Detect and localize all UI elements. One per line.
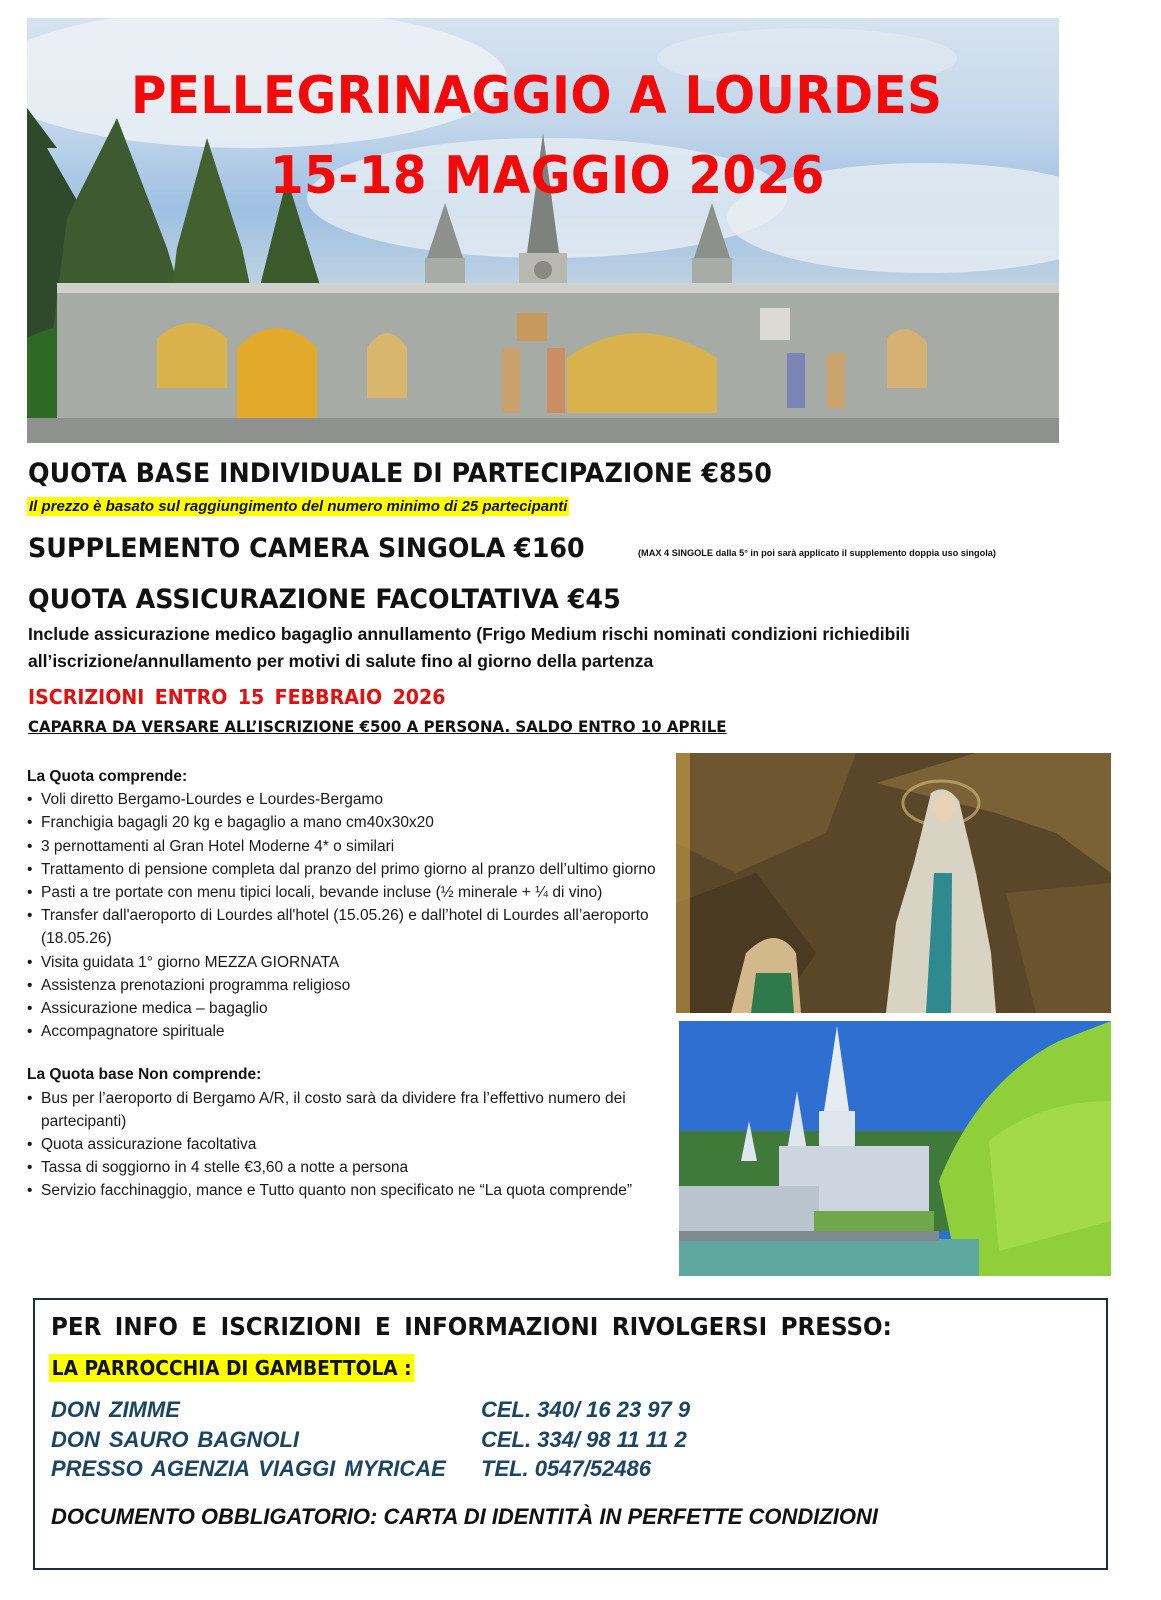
excludes-heading: La Quota base Non comprende: bbox=[27, 1066, 262, 1084]
document-requirement: DOCUMENTO OBBLIGATORIO: CARTA DI IDENTITÀ IN PERFETTE CONDIZIONI bbox=[51, 1504, 879, 1529]
spacer bbox=[27, 1043, 657, 1063]
list-item: • 3 pernottamenti al Gran Hotel Moderne 4* o similari bbox=[27, 835, 657, 858]
grotto-photo bbox=[676, 753, 1111, 1013]
parish-name: LA PARROCCHIA DI GAMBETTOLA : bbox=[49, 1354, 414, 1382]
contact-phone[interactable]: TEL. 0547/52486 bbox=[481, 1456, 652, 1481]
insurance-details: Include assicurazione medico bagaglio annullamento (Frigo Medium rischi nominati condizioni richiedibili all’iscrizione/annullamento per motivi di salute fino al giorno della partenza bbox=[28, 624, 910, 671]
contact-title: PER INFO E ISCRIZIONI E INFORMAZIONI RIVOLGERSI PRESSO: bbox=[51, 1312, 892, 1341]
list-item: • Franchigia bagagli 20 kg e bagaglio a mano cm40x30x20 bbox=[27, 811, 657, 834]
list-item: • Transfer dall'aeroporto di Lourdes all'hotel (15.05.26) e dall’hotel di Lourdes all’aeroporto (18.05.26) bbox=[27, 904, 657, 950]
grotto-image bbox=[676, 753, 1111, 1013]
base-price-note: Il prezzo è basato sul raggiungimento del numero minimo di 25 partecipanti bbox=[29, 498, 568, 515]
contact-name: PRESSO AGENZIA VIAGGI MYRICAE bbox=[51, 1456, 446, 1481]
list-item: • Visita guidata 1° giorno MEZZA GIORNATA bbox=[27, 951, 657, 974]
package-details bbox=[27, 765, 657, 1203]
excludes-list bbox=[27, 1087, 657, 1203]
list-item: • Servizio facchinaggio, mance e Tutto quanto non specificato ne “La quota comprende” bbox=[27, 1179, 657, 1202]
hero-image bbox=[27, 18, 1059, 443]
list-item: • Accompagnatore spirituale bbox=[27, 1020, 657, 1043]
single-room-supplement: SUPPLEMENTO CAMERA SINGOLA €160 bbox=[28, 533, 585, 564]
list-item: • Voli diretto Bergamo-Lourdes e Lourdes-Bergamo bbox=[27, 788, 657, 811]
contact-name: DON SAURO BAGNOLI bbox=[51, 1427, 299, 1452]
contact-name: DON ZIMME bbox=[51, 1397, 180, 1422]
insurance-price: QUOTA ASSICURAZIONE FACOLTATIVA €45 bbox=[28, 584, 621, 615]
list-item: • Assicurazione medica – bagaglio bbox=[27, 997, 657, 1020]
list-item: • Quota assicurazione facoltativa bbox=[27, 1133, 657, 1156]
title-line-2: 15-18 MAGGIO 2026 bbox=[270, 146, 825, 206]
includes-heading: La Quota comprende: bbox=[27, 768, 188, 785]
single-room-note: (MAX 4 SINGOLE dalla 5° in poi sarà applicato il supplemento doppia uso singola) bbox=[638, 548, 996, 558]
hero-title bbox=[27, 18, 1059, 443]
contact-row bbox=[51, 1456, 651, 1482]
base-price: QUOTA BASE INDIVIDUALE DI PARTECIPAZIONE €850 bbox=[28, 458, 772, 489]
includes-list bbox=[27, 788, 657, 1043]
basilica-river-photo bbox=[679, 1021, 1111, 1276]
contact-phone[interactable]: CEL. 340/ 16 23 97 9 bbox=[481, 1397, 691, 1422]
list-item: • Assistenza prenotazioni programma religioso bbox=[27, 974, 657, 997]
contact-box bbox=[33, 1298, 1108, 1570]
title-line-1: PELLEGRINAGGIO A LOURDES bbox=[131, 66, 943, 126]
list-item: • Bus per l’aeroporto di Bergamo A/R, il costo sarà da dividere fra l’effettivo numero dei partecipanti) bbox=[27, 1087, 657, 1133]
deposit-info: CAPARRA DA VERSARE ALL’ISCRIZIONE €500 A PERSONA. SALDO ENTRO 10 APRILE bbox=[28, 717, 727, 736]
registration-deadline: ISCRIZIONI ENTRO 15 FEBBRAIO 2026 bbox=[28, 685, 446, 709]
contact-phone[interactable]: CEL. 334/ 98 11 11 2 bbox=[481, 1427, 687, 1452]
list-item: • Pasti a tre portate con menu tipici locali, bevande incluse (½ minerale + ¼ di vino) bbox=[27, 881, 657, 904]
list-item: • Tassa di soggiorno in 4 stelle €3,60 a notte a persona bbox=[27, 1156, 657, 1179]
contact-row bbox=[51, 1427, 687, 1453]
contact-row bbox=[51, 1397, 690, 1423]
basilica-image bbox=[679, 1021, 1111, 1276]
list-item: • Trattamento di pensione completa dal pranzo del primo giorno al pranzo dell’ultimo giorno bbox=[27, 858, 657, 881]
